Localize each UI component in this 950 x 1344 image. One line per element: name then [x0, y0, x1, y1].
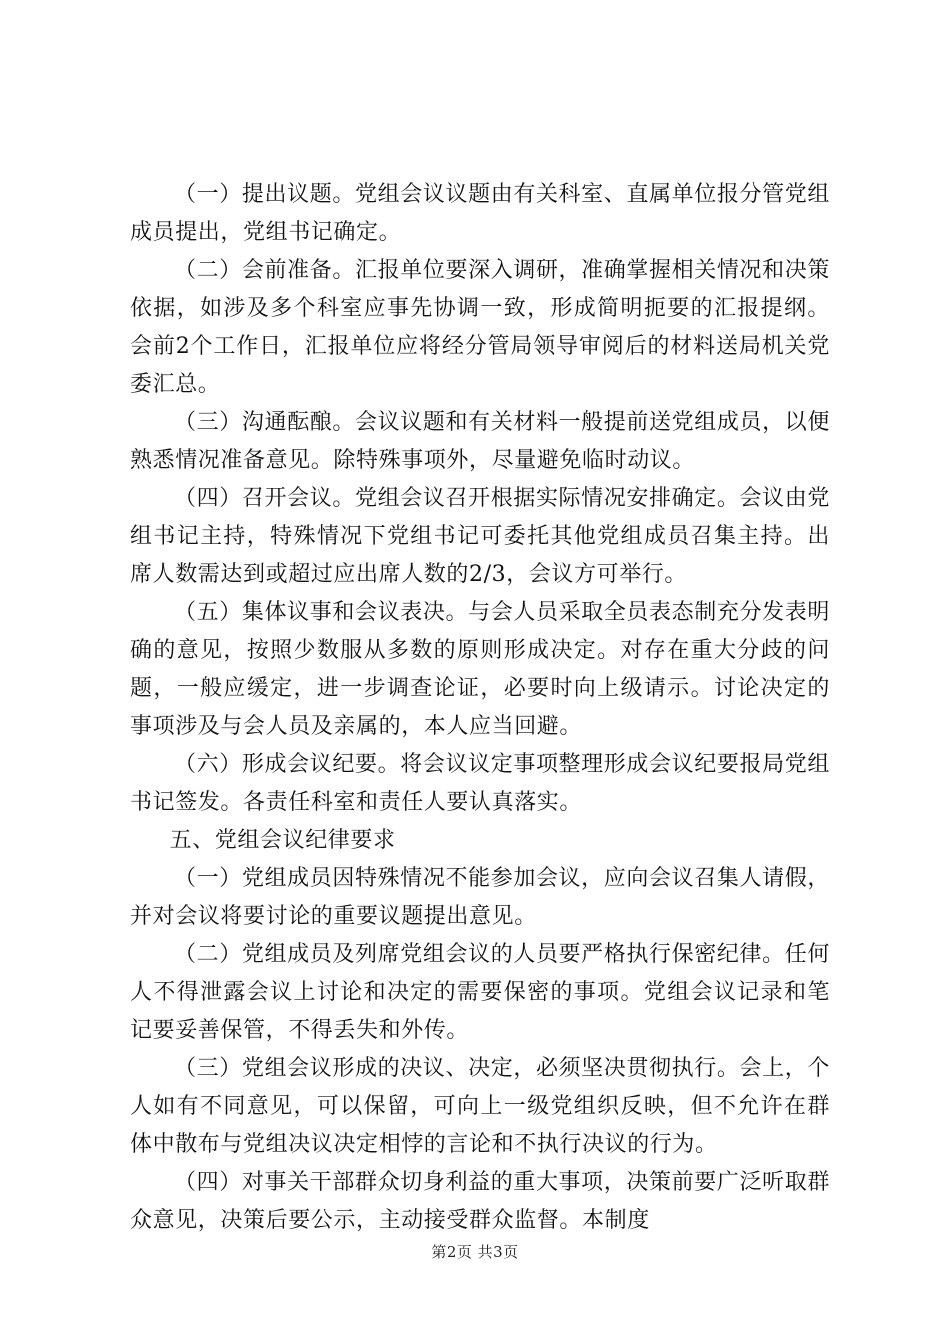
paragraph-raise-topics: （一）提出议题。党组会议议题由有关科室、直属单位报分管党组成员提出，党组书记确定。: [130, 182, 830, 245]
paragraph-collective-decision: （五）集体议事和会议表决。与会人员采取全员表态制充分发表明确的意见，按照少数服从多数的原则形成决定。对存在重大分歧的问题，一般应缓定，进一步调查论证，必要时向上级请示。讨论决定的事项涉及与会人员及亲属的，本人应当回避。: [130, 600, 830, 739]
paragraph-implementation: （三）党组会议形成的决议、决定，必须坚决贯彻执行。会上，个人如有不同意见，可以保留，可向上一级党组织反映，但不允许在群体中散布与党组决议决定相悖的言论和不执行决议的行为。: [130, 1056, 830, 1157]
paragraph-confidentiality: （二）党组成员及列席党组会议的人员要严格执行保密纪律。任何人不得泄露会议上讨论和决定的需要保密的事项。党组会议记录和笔记要妥善保管，不得丢失和外传。: [130, 942, 830, 1043]
page-number-footer: 第2页 共3页: [431, 1243, 519, 1261]
paragraph-leave-request: （一）党组成员因特殊情况不能参加会议，应向会议召集人请假，并对会议将要讨论的重要议题提出意见。: [130, 866, 830, 929]
paragraph-communication-deliberation: （三）沟通酝酿。会议议题和有关材料一般提前送党组成员，以便熟悉情况准备意见。除特殊事项外，尽量避免临时动议。: [130, 410, 830, 473]
document-body: [130, 176, 830, 1240]
paragraph-pre-meeting-preparation: （二）会前准备。汇报单位要深入调研，准确掌握相关情况和决策依据，如涉及多个科室应事先协调一致，形成简明扼要的汇报提纲。会前2个工作日，汇报单位应将经分管局领导审阅后的材料送局机关党委汇总。: [130, 258, 830, 397]
section-heading-discipline: 五、党组会议纪律要求: [169, 828, 396, 853]
paragraph-meeting-minutes: （六）形成会议纪要。将会议议定事项整理形成会议纪要报局党组书记签发。各责任科室和责任人要认真落实。: [130, 752, 830, 815]
paragraph-public-supervision: （四）对事关干部群众切身利益的重大事项，决策前要广泛听取群众意见，决策后要公示，主动接受群众监督。本制度: [130, 1170, 830, 1233]
paragraph-convene-meeting: （四）召开会议。党组会议召开根据实际情况安排确定。会议由党组书记主持，特殊情况下党组书记可委托其他党组成员召集主持。出席人数需达到或超过应出席人数的2/3，会议方可举行。: [130, 486, 830, 587]
